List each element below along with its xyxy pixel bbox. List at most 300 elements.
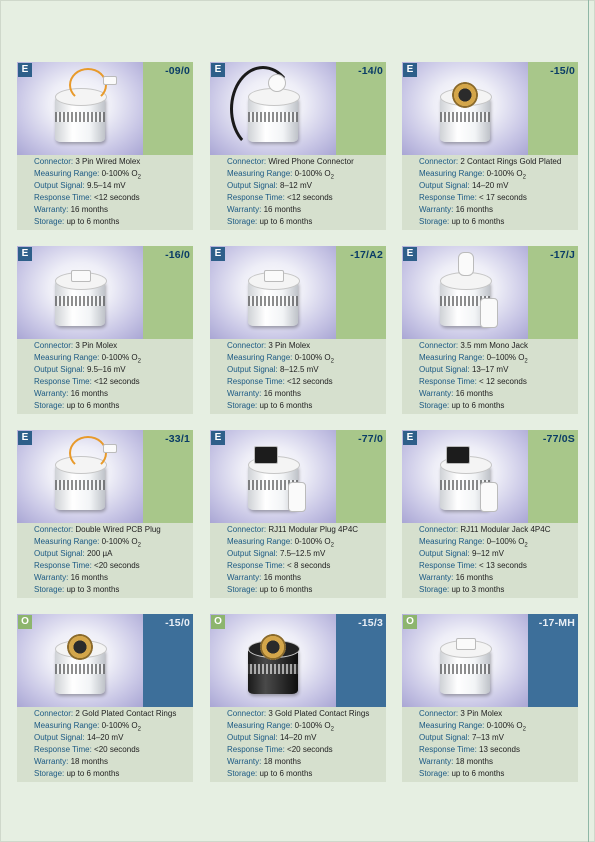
spec-value: <20 seconds	[287, 745, 333, 754]
spec-value: 18 months	[70, 757, 108, 766]
spec-row-response	[34, 192, 192, 204]
model-code-panel	[528, 614, 578, 707]
spec-value: 0-100% O	[101, 721, 138, 730]
model-code-panel	[143, 246, 193, 339]
product-card	[402, 430, 578, 598]
spec-row-response	[419, 376, 577, 388]
spec-value: <20 seconds	[94, 561, 140, 570]
spec-label: Measuring Range:	[34, 169, 100, 178]
spec-row-connector	[227, 524, 385, 536]
sensor-image	[210, 430, 336, 523]
adapter-piece	[480, 482, 498, 512]
spec-label: Storage:	[227, 769, 258, 778]
spec-label: Output Signal:	[227, 181, 278, 190]
spec-label: Response Time:	[419, 193, 477, 202]
spec-value: 16 months	[70, 573, 108, 582]
phone-cable	[230, 66, 296, 152]
spec-value: 16 months	[455, 389, 493, 398]
spec-label: Measuring Range:	[227, 353, 293, 362]
model-code: -09/0	[165, 65, 190, 77]
spec-row-warranty	[419, 388, 577, 400]
spec-label: Storage:	[34, 585, 65, 594]
sensor-drawing	[17, 62, 143, 155]
spec-label: Warranty:	[227, 389, 262, 398]
spec-value: 0-100% O	[294, 537, 331, 546]
spec-value: 0-100% O	[101, 353, 138, 362]
spec-label: Connector:	[34, 525, 74, 534]
sensor-label-band	[55, 296, 105, 306]
spec-row-output	[34, 180, 192, 192]
spec-value: up to 6 months	[259, 585, 313, 594]
spec-row-response	[227, 376, 385, 388]
spec-value: 3 Pin Molex	[460, 709, 503, 718]
sensor-type-badge: E	[211, 63, 225, 77]
spec-value: 3 Gold Plated Contact Rings	[268, 709, 370, 718]
spec-label: Measuring Range:	[34, 537, 100, 546]
spec-label: Connector:	[34, 341, 74, 350]
spec-list	[227, 708, 385, 780]
spec-list	[227, 524, 385, 596]
spec-label: Connector:	[227, 525, 267, 534]
model-code-panel	[336, 430, 386, 523]
product-card	[402, 62, 578, 230]
spec-label: Connector:	[34, 157, 74, 166]
spec-label: Output Signal:	[419, 181, 470, 190]
sensor-label-band	[55, 664, 105, 674]
spec-label: Measuring Range:	[227, 721, 293, 730]
spec-value: 0-100% O	[294, 353, 331, 362]
model-code-panel	[528, 62, 578, 155]
sensor-image	[210, 614, 336, 707]
model-code-panel	[528, 430, 578, 523]
spec-row-response	[419, 560, 577, 572]
model-code: -16/0	[165, 249, 190, 261]
spec-label: Measuring Range:	[227, 537, 293, 546]
sensor-drawing	[17, 430, 143, 523]
spec-label: Warranty:	[227, 205, 262, 214]
molex-connector	[264, 270, 284, 282]
spec-value: up to 6 months	[259, 769, 313, 778]
subscript-2: 2	[524, 358, 528, 365]
spec-value: 13 seconds	[479, 745, 520, 754]
spec-value: up to 6 months	[451, 401, 505, 410]
model-code-panel	[143, 430, 193, 523]
sensor-label-band	[248, 296, 298, 306]
spec-row-storage	[419, 400, 577, 412]
spec-value: <12 seconds	[287, 377, 333, 386]
spec-label: Warranty:	[419, 573, 454, 582]
spec-row-connector	[419, 524, 577, 536]
spec-list	[419, 156, 577, 228]
spec-row-warranty	[419, 572, 577, 584]
sensor-label-band	[440, 112, 490, 122]
spec-row-response	[34, 560, 192, 572]
spec-value: 0-100% O	[101, 537, 138, 546]
spec-row-output	[34, 548, 192, 560]
sensor-type-badge: E	[403, 247, 417, 261]
model-code: -17/A2	[350, 249, 383, 261]
contact-rings	[67, 634, 93, 660]
spec-value: 16 months	[263, 389, 301, 398]
spec-label: Output Signal:	[34, 181, 85, 190]
spec-value: < 17 seconds	[479, 193, 527, 202]
spec-row-warranty	[34, 572, 192, 584]
adapter-piece	[480, 298, 498, 328]
sensor-type-badge: E	[403, 63, 417, 77]
spec-label: Output Signal:	[419, 733, 470, 742]
sensor-image	[17, 62, 143, 155]
sensor-drawing	[210, 430, 336, 523]
product-image-panel	[210, 614, 386, 707]
sensor-type-badge: E	[18, 63, 32, 77]
product-card	[17, 614, 193, 782]
spec-value: 0-100% O	[294, 169, 331, 178]
sensor-image	[402, 430, 528, 523]
spec-label: Warranty:	[419, 389, 454, 398]
sensor-drawing	[17, 614, 143, 707]
spec-row-storage	[227, 216, 385, 228]
spec-label: Output Signal:	[34, 733, 85, 742]
sensor-label-band	[248, 664, 298, 674]
subscript-2: 2	[522, 174, 526, 181]
spec-list	[227, 156, 385, 228]
spec-value: Double Wired PCB Plug	[75, 525, 161, 534]
subscript-2: 2	[137, 726, 141, 733]
model-code-panel	[336, 62, 386, 155]
spec-row-range	[227, 536, 385, 548]
spec-row-output	[419, 732, 577, 744]
spec-value: up to 6 months	[66, 769, 120, 778]
rj11-connector	[446, 446, 470, 464]
spec-label: Response Time:	[419, 745, 477, 754]
sensor-wire	[69, 68, 107, 102]
sensor-wire	[69, 436, 107, 470]
spec-label: Warranty:	[227, 757, 262, 766]
spec-value: RJ11 Modular Plug 4P4C	[268, 525, 359, 534]
spec-label: Response Time:	[227, 377, 285, 386]
model-code: -77/0S	[542, 433, 575, 445]
model-code-panel	[336, 246, 386, 339]
spec-row-warranty	[227, 204, 385, 216]
spec-row-storage	[34, 400, 192, 412]
spec-label: Measuring Range:	[34, 721, 100, 730]
spec-value: <12 seconds	[94, 377, 140, 386]
sensor-drawing	[17, 246, 143, 339]
spec-value: 18 months	[455, 757, 493, 766]
spec-label: Measuring Range:	[419, 353, 485, 362]
spec-row-storage	[34, 584, 192, 596]
spec-label: Response Time:	[34, 377, 92, 386]
spec-value: 3 Pin Molex	[75, 341, 118, 350]
subscript-2: 2	[137, 174, 141, 181]
sensor-drawing	[402, 62, 528, 155]
spec-value: up to 6 months	[66, 401, 120, 410]
spec-value: 0–100% O	[486, 353, 525, 362]
product-card	[210, 614, 386, 782]
spec-row-connector	[34, 340, 192, 352]
spec-value: Wired Phone Connector	[268, 157, 354, 166]
spec-label: Connector:	[419, 709, 459, 718]
spec-value: 16 months	[263, 573, 301, 582]
sensor-image	[210, 62, 336, 155]
spec-row-storage	[419, 216, 577, 228]
spec-value: 9.5–16 mV	[86, 365, 126, 374]
spec-value: 16 months	[70, 389, 108, 398]
sensor-image	[402, 62, 528, 155]
sensor-type-badge: E	[211, 247, 225, 261]
spec-row-connector	[34, 524, 192, 536]
product-image-panel	[210, 62, 386, 155]
spec-list	[34, 524, 192, 596]
spec-label: Storage:	[227, 401, 258, 410]
spec-label: Connector:	[227, 157, 267, 166]
product-card	[210, 430, 386, 598]
model-code-panel	[336, 614, 386, 707]
sensor-type-badge: O	[403, 615, 417, 629]
model-code: -33/1	[165, 433, 190, 445]
sensor-type-badge: E	[18, 431, 32, 445]
spec-row-range	[227, 352, 385, 364]
spec-row-output	[227, 180, 385, 192]
spec-row-output	[34, 364, 192, 376]
spec-row-connector	[227, 156, 385, 168]
spec-value: 3 Pin Wired Molex	[75, 157, 141, 166]
spec-label: Output Signal:	[227, 365, 278, 374]
spec-row-range	[34, 720, 192, 732]
spec-label: Warranty:	[34, 757, 69, 766]
spec-label: Output Signal:	[419, 365, 470, 374]
spec-row-connector	[419, 340, 577, 352]
spec-label: Response Time:	[34, 745, 92, 754]
adapter-piece	[288, 482, 306, 512]
cable-gland	[268, 74, 286, 92]
spec-row-warranty	[34, 756, 192, 768]
spec-row-output	[227, 732, 385, 744]
model-code: -14/0	[358, 65, 383, 77]
spec-row-connector	[227, 340, 385, 352]
sensor-drawing	[402, 430, 528, 523]
spec-row-range	[34, 536, 192, 548]
spec-row-response	[419, 744, 577, 756]
spec-row-response	[227, 560, 385, 572]
product-card	[17, 430, 193, 598]
spec-row-range	[419, 352, 577, 364]
spec-row-storage	[34, 216, 192, 228]
contact-rings	[260, 634, 286, 660]
spec-value: 8–12.5 mV	[279, 365, 319, 374]
spec-label: Output Signal:	[227, 549, 278, 558]
product-card	[17, 246, 193, 414]
spec-value: 3.5 mm Mono Jack	[460, 341, 528, 350]
spec-value: 0-100% O	[486, 721, 523, 730]
spec-row-storage	[419, 768, 577, 780]
product-card	[402, 614, 578, 782]
subscript-2: 2	[137, 542, 141, 549]
spec-label: Connector:	[34, 709, 74, 718]
spec-label: Warranty:	[34, 205, 69, 214]
spec-value: 2 Gold Plated Contact Rings	[75, 709, 177, 718]
spec-value: 16 months	[70, 205, 108, 214]
product-image-panel	[17, 62, 193, 155]
spec-row-range	[34, 352, 192, 364]
spec-label: Warranty:	[34, 573, 69, 582]
spec-value: 7–13 mV	[471, 733, 504, 742]
spec-value: 13–17 mV	[471, 365, 509, 374]
spec-value: < 12 seconds	[479, 377, 527, 386]
sensor-type-badge: E	[211, 431, 225, 445]
sensor-drawing	[402, 614, 528, 707]
spec-label: Output Signal:	[227, 733, 278, 742]
product-image-panel	[17, 614, 193, 707]
spec-value: < 13 seconds	[479, 561, 527, 570]
subscript-2: 2	[330, 174, 334, 181]
product-card	[402, 246, 578, 414]
spec-row-range	[227, 168, 385, 180]
spec-label: Warranty:	[419, 205, 454, 214]
spec-value: <12 seconds	[94, 193, 140, 202]
sensor-image	[17, 246, 143, 339]
spec-value: up to 6 months	[259, 217, 313, 226]
sensor-image	[402, 614, 528, 707]
spec-row-warranty	[34, 204, 192, 216]
model-code: -17-MH	[538, 617, 575, 629]
spec-row-output	[419, 180, 577, 192]
spec-value: 0-100% O	[486, 169, 523, 178]
product-card	[210, 246, 386, 414]
spec-row-warranty	[227, 756, 385, 768]
product-image-panel	[210, 430, 386, 523]
spec-value: <20 seconds	[94, 745, 140, 754]
spec-value: up to 6 months	[259, 401, 313, 410]
spec-row-connector	[419, 708, 577, 720]
product-image-panel	[402, 246, 578, 339]
spec-label: Response Time:	[419, 377, 477, 386]
spec-row-output	[419, 548, 577, 560]
spec-value: 16 months	[455, 205, 493, 214]
spec-label: Connector:	[227, 341, 267, 350]
sensor-drawing	[402, 246, 528, 339]
spec-label: Measuring Range:	[419, 537, 485, 546]
spec-label: Response Time:	[227, 193, 285, 202]
product-image-panel	[210, 246, 386, 339]
spec-label: Response Time:	[419, 561, 477, 570]
spec-label: Response Time:	[227, 561, 285, 570]
model-code: -15/0	[165, 617, 190, 629]
product-image-panel	[402, 430, 578, 523]
rj11-connector	[254, 446, 278, 464]
spec-row-storage	[227, 768, 385, 780]
model-code: -17/J	[550, 249, 575, 261]
sensor-image	[210, 246, 336, 339]
spec-list	[34, 340, 192, 412]
spec-value: up to 6 months	[451, 217, 505, 226]
model-code: -77/0	[358, 433, 383, 445]
subscript-2: 2	[522, 726, 526, 733]
spec-value: 14–20 mV	[86, 733, 124, 742]
spec-value: 14–20 mV	[471, 181, 509, 190]
spec-list	[419, 524, 577, 596]
spec-value: up to 3 months	[451, 585, 505, 594]
right-divider	[588, 0, 589, 842]
spec-label: Measuring Range:	[419, 721, 485, 730]
spec-value: 0-100% O	[101, 169, 138, 178]
spec-value: 2 Contact Rings Gold Plated	[460, 157, 562, 166]
spec-label: Output Signal:	[34, 549, 85, 558]
sensor-type-badge: E	[403, 431, 417, 445]
spec-value: RJ11 Modular Jack 4P4C	[460, 525, 551, 534]
spec-row-response	[34, 744, 192, 756]
spec-row-connector	[419, 156, 577, 168]
spec-value: 16 months	[455, 573, 493, 582]
connector-plug	[103, 76, 117, 85]
spec-row-range	[419, 536, 577, 548]
spec-value: 18 months	[263, 757, 301, 766]
subscript-2: 2	[524, 542, 528, 549]
spec-row-connector	[34, 156, 192, 168]
subscript-2: 2	[330, 726, 334, 733]
spec-label: Storage:	[34, 401, 65, 410]
sensor-image	[17, 614, 143, 707]
sensor-drawing	[210, 614, 336, 707]
spec-label: Measuring Range:	[419, 169, 485, 178]
model-code-panel	[528, 246, 578, 339]
spec-label: Connector:	[419, 157, 459, 166]
product-image-panel	[402, 62, 578, 155]
mono-jack	[458, 252, 474, 276]
product-card	[17, 62, 193, 230]
spec-row-range	[34, 168, 192, 180]
product-image-panel	[17, 430, 193, 523]
spec-row-response	[34, 376, 192, 388]
spec-row-response	[419, 192, 577, 204]
spec-row-warranty	[227, 388, 385, 400]
spec-list	[227, 340, 385, 412]
subscript-2: 2	[330, 358, 334, 365]
spec-list	[419, 340, 577, 412]
spec-value: up to 3 months	[66, 585, 120, 594]
spec-value: 9–12 mV	[471, 549, 504, 558]
spec-row-output	[227, 548, 385, 560]
model-code: -15/3	[358, 617, 383, 629]
spec-row-connector	[34, 708, 192, 720]
sensor-type-badge: O	[211, 615, 225, 629]
spec-label: Output Signal:	[419, 549, 470, 558]
spec-label: Storage:	[419, 217, 450, 226]
spec-list	[34, 156, 192, 228]
model-code-panel	[143, 614, 193, 707]
spec-value: 7.5–12.5 mV	[279, 549, 326, 558]
spec-label: Warranty:	[419, 757, 454, 766]
spec-row-warranty	[419, 204, 577, 216]
sensor-type-badge: E	[18, 247, 32, 261]
sensor-image	[402, 246, 528, 339]
spec-value: 0-100% O	[294, 721, 331, 730]
spec-label: Warranty:	[34, 389, 69, 398]
spec-label: Storage:	[419, 585, 450, 594]
spec-label: Connector:	[419, 341, 459, 350]
spec-label: Storage:	[34, 769, 65, 778]
spec-value: 14–20 mV	[279, 733, 317, 742]
spec-label: Response Time:	[227, 745, 285, 754]
spec-row-storage	[34, 768, 192, 780]
spec-list	[34, 708, 192, 780]
molex-connector	[71, 270, 91, 282]
connector-plug	[103, 444, 117, 453]
model-code: -15/0	[550, 65, 575, 77]
spec-label: Storage:	[419, 769, 450, 778]
spec-row-range	[227, 720, 385, 732]
spec-label: Storage:	[34, 217, 65, 226]
